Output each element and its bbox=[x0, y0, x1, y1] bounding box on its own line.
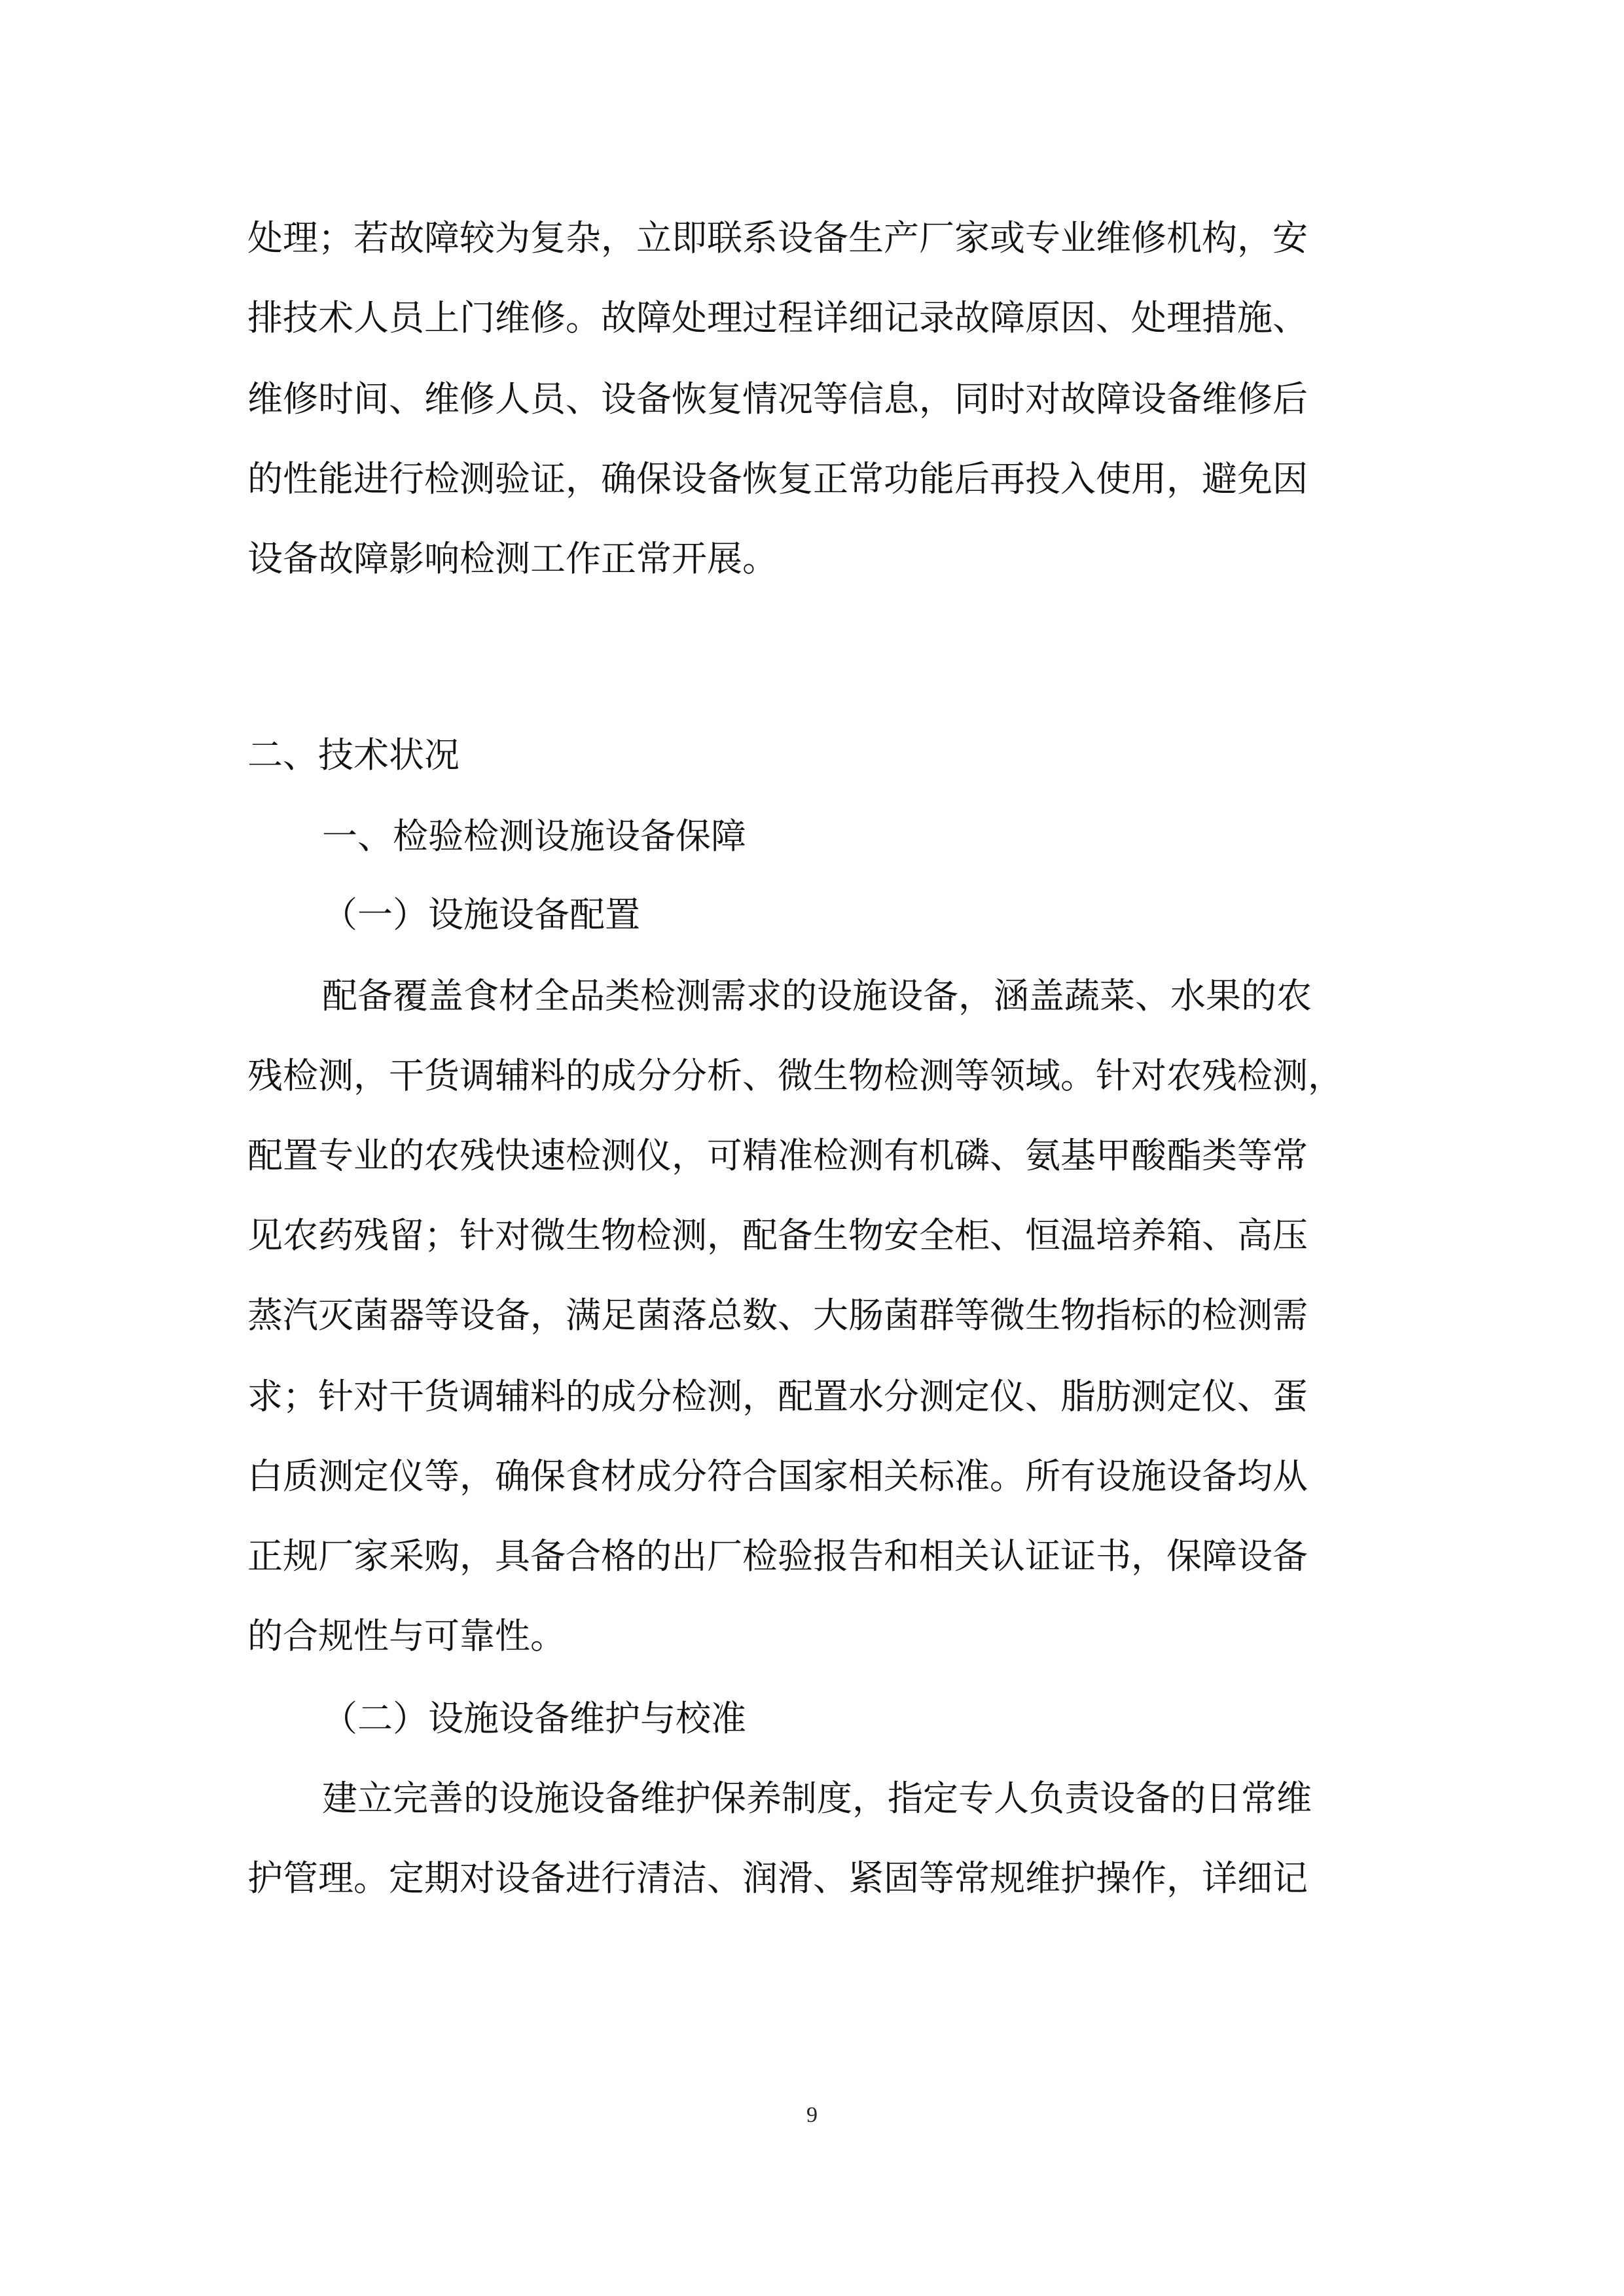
body-text-line: 维修时间、维修人员、设备恢复情况等信息，同时对故障设备维修后 bbox=[247, 378, 1308, 420]
body-text-line: 的性能进行检测验证，确保设备恢复正常功能后再投入使用，避免因 bbox=[247, 458, 1308, 499]
body-text-line: 白质测定仪等，确保食材成分符合国家相关标准。所有设施设备均从 bbox=[247, 1456, 1308, 1497]
body-text-line: 护管理。定期对设备进行清洁、润滑、紧固等常规维护操作，详细记 bbox=[247, 1857, 1308, 1899]
body-text-line: 见农药残留；针对微生物检测，配备生物安全柜、恒温培养箱、高压 bbox=[247, 1215, 1308, 1256]
subsection-heading: 一、检验检测设施设备保障 bbox=[322, 816, 746, 857]
subsection-heading: （二）设施设备维护与校准 bbox=[322, 1698, 746, 1739]
body-text-line: 正规厂家采购，具备合格的出厂检验报告和相关认证证书，保障设备 bbox=[247, 1535, 1308, 1577]
page-number: 9 bbox=[806, 2103, 818, 2127]
subsection-heading: （一）设施设备配置 bbox=[322, 894, 640, 935]
body-text-line: 处理；若故障较为复杂，立即联系设备生产厂家或专业维修机构，安 bbox=[247, 217, 1308, 259]
body-text-line: 蒸汽灭菌器等设备，满足菌落总数、大肠菌群等微生物指标的检测需 bbox=[247, 1295, 1308, 1336]
body-text-line: 配备覆盖食材全品类检测需求的设施设备，涵盖蔬菜、水果的农 bbox=[322, 975, 1312, 1016]
body-text-line: 建立完善的设施设备维护保养制度，指定专人负责设备的日常维 bbox=[322, 1778, 1312, 1819]
section-heading: 二、技术状况 bbox=[247, 734, 460, 776]
body-text-line: 配置专业的农残快速检测仪，可精准检测有机磷、氨基甲酸酯类等常 bbox=[247, 1135, 1308, 1176]
body-text-line: 的合规性与可靠性。 bbox=[247, 1615, 566, 1657]
body-text-line: 求；针对干货调辅料的成分检测，配置水分测定仪、脂肪测定仪、蛋 bbox=[247, 1376, 1308, 1417]
body-text-line: 设备故障影响检测工作正常开展。 bbox=[247, 538, 778, 579]
body-text-line: 残检测，干货调辅料的成分分析、微生物检测等领域。针对农残检测， bbox=[247, 1055, 1343, 1096]
body-text-line: 排技术人员上门维修。故障处理过程详细记录故障原因、处理措施、 bbox=[247, 297, 1308, 338]
